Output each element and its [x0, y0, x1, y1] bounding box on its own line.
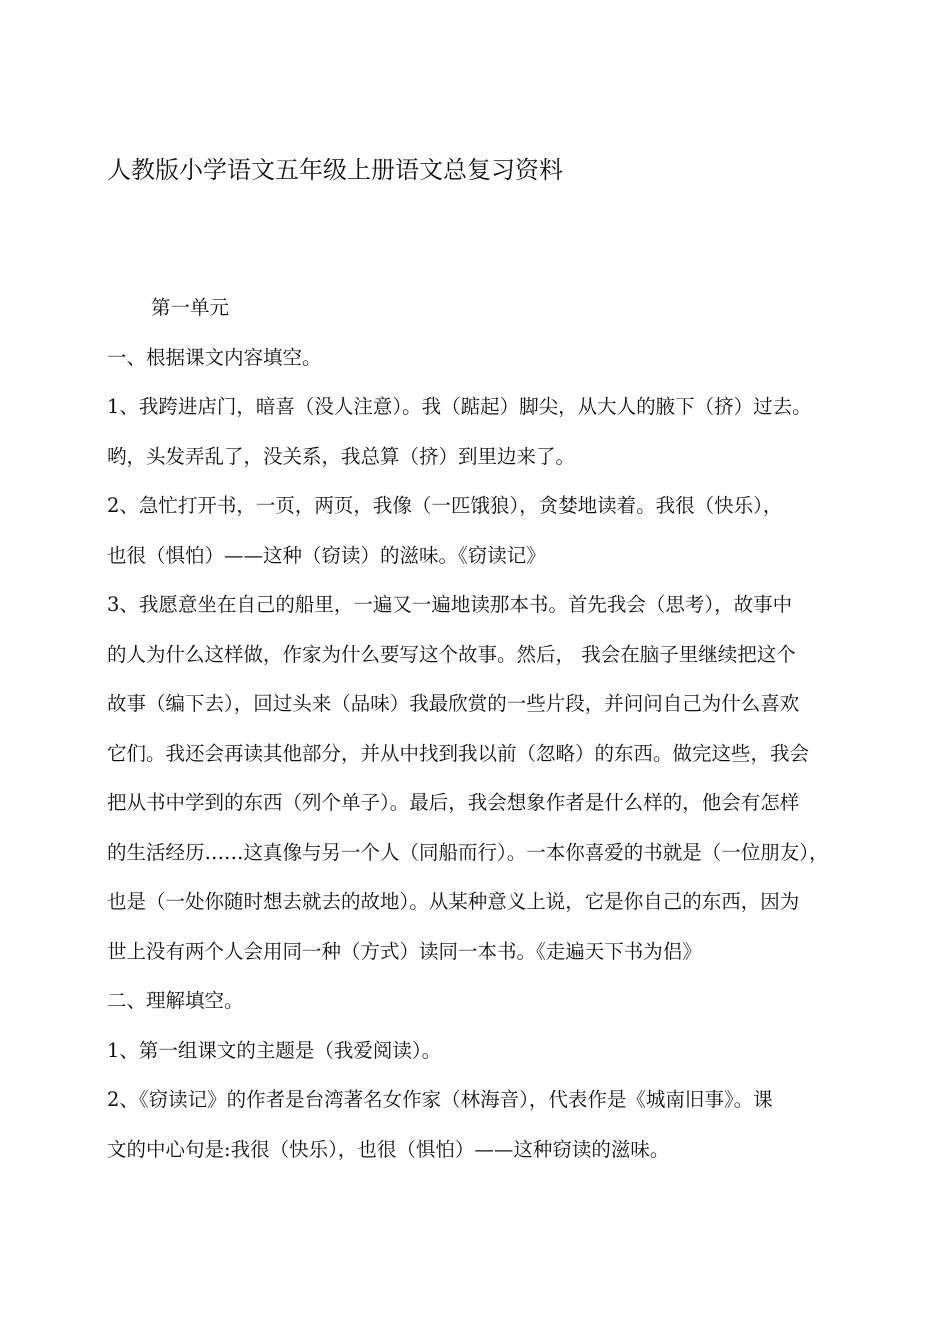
text-line: 也很（惧怕）——这种（窃读）的滋味。《窃读记》: [107, 543, 546, 567]
text-line: 的人为什么这样做，作家为什么要写这个故事。然后， 我会在脑子里继续把这个: [107, 642, 796, 666]
text-line: 1、第一组课文的主题是（我爱阅读）。: [107, 1038, 442, 1062]
section-heading: 二、理解填空。: [107, 989, 244, 1012]
unit-heading: 第一单元: [151, 296, 230, 319]
text-line: 哟，头发弄乱了，没关系，我总算（挤）到里边来了。: [107, 444, 576, 468]
section-heading: 一、根据课文内容填空。: [107, 345, 322, 369]
text-line: 1、我跨进店门，暗喜（没人注意）。我（踮起）脚尖，从大人的腋下（挤）过去。: [107, 395, 812, 418]
text-line: 3、我愿意坐在自己的船里，一遍又一遍地读那本书。首先我会（思考），故事中: [107, 593, 793, 616]
text-line: 2、急忙打开书，一页，两页，我像（一匹饿狼），贪婪地读着。我很（快乐），: [107, 494, 783, 517]
text-line: 世上没有两个人会用同一种（方式）读同一本书。《走遍天下书为侣》: [107, 939, 702, 963]
text-line: 把从书中学到的东西（列个单子）。最后，我会想象作者是什么样的，他会有怎样: [107, 791, 800, 814]
text-line: 也是（一处你随时想去就去的故地）。从某种意义上说，它是你自己的东西，因为: [107, 890, 800, 913]
document-body: [107, 283, 907, 1174]
document-title: 人教版小学语文五年级上册语文总复习资料: [107, 156, 563, 184]
text-line: 文的中心句是:我很（快乐），也很（惧怕）——这种窃读的滋味。: [107, 1137, 670, 1161]
text-line: 2、《窃读记》的作者是台湾著名女作家（林海音），代表作是《城南旧事》。课: [107, 1088, 773, 1111]
text-line: 它们。我还会再读其他部分，并从中找到我以前（忽略）的东西。做完这些，我会: [107, 741, 810, 765]
text-line: 的生活经历……这真像与另一个人（同船而行）。一本你喜爱的书就是（一位朋友），: [107, 840, 829, 864]
text-line: 故事（编下去），回过头来（品味）我最欣赏的一些片段，并问问自己为什么喜欢: [107, 692, 800, 715]
